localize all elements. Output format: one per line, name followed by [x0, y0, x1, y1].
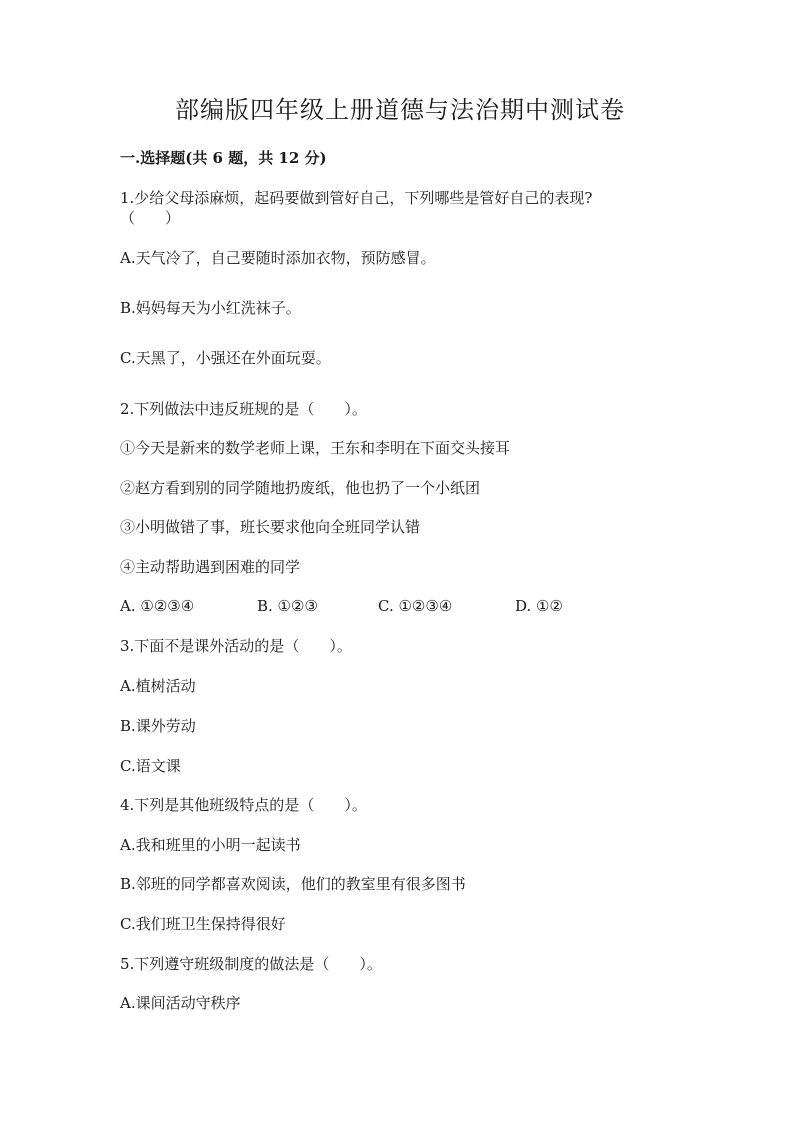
question-4-option-a: A.我和班里的小明一起读书 [120, 836, 301, 854]
question-1-blank: （ ） [120, 209, 181, 227]
document-title: 部编版四年级上册道德与法治期中测试卷 [175, 96, 625, 124]
question-4-stem: 4.下列是其他班级特点的是（ ）。 [120, 796, 367, 814]
question-4-option-c: C.我们班卫生保持得很好 [120, 915, 286, 933]
question-1-option-b: B.妈妈每天为小红洗袜子。 [120, 299, 301, 317]
question-2-option-d: D. ①② [515, 597, 563, 615]
question-3-option-c: C.语文课 [120, 757, 181, 775]
question-2-item-1: ①今天是新来的数学老师上课，王东和李明在下面交头接耳 [120, 439, 511, 457]
question-1-option-c: C.天黑了，小强还在外面玩耍。 [120, 349, 331, 367]
question-3-option-b: B.课外劳动 [120, 717, 196, 735]
question-2-item-4: ④主动帮助遇到困难的同学 [120, 558, 301, 576]
question-5-option-a: A.课间活动守秩序 [120, 994, 241, 1012]
question-2-options [0, 595, 800, 619]
question-3-option-a: A.植树活动 [120, 677, 196, 695]
question-2-option-a: A. ①②③④ [120, 597, 195, 615]
question-2-item-2: ②赵方看到别的同学随地扔废纸，他也扔了一个小纸团 [120, 479, 481, 497]
question-1-option-a: A.天气冷了，自己要随时添加衣物，预防感冒。 [120, 249, 436, 267]
question-2-item-3: ③小明做错了事，班长要求他向全班同学认错 [120, 518, 421, 536]
question-2-option-b: B. ①②③ [257, 597, 318, 615]
section-heading: 一.选择题(共 6 题，共 12 分) [120, 149, 327, 167]
question-2-stem: 2.下列做法中违反班规的是（ ）。 [120, 400, 367, 418]
question-3-stem: 3.下面不是课外活动的是（ ）。 [120, 637, 352, 655]
question-4-option-b: B.邻班的同学都喜欢阅读，他们的教室里有很多图书 [120, 875, 466, 893]
question-1-stem: 1.少给父母添麻烦，起码要做到管好自己，下列哪些是管好自己的表现? [120, 189, 593, 207]
question-2-option-c: C. ①②③④ [378, 597, 453, 615]
question-5-stem: 5.下列遵守班级制度的做法是（ ）。 [120, 955, 382, 973]
